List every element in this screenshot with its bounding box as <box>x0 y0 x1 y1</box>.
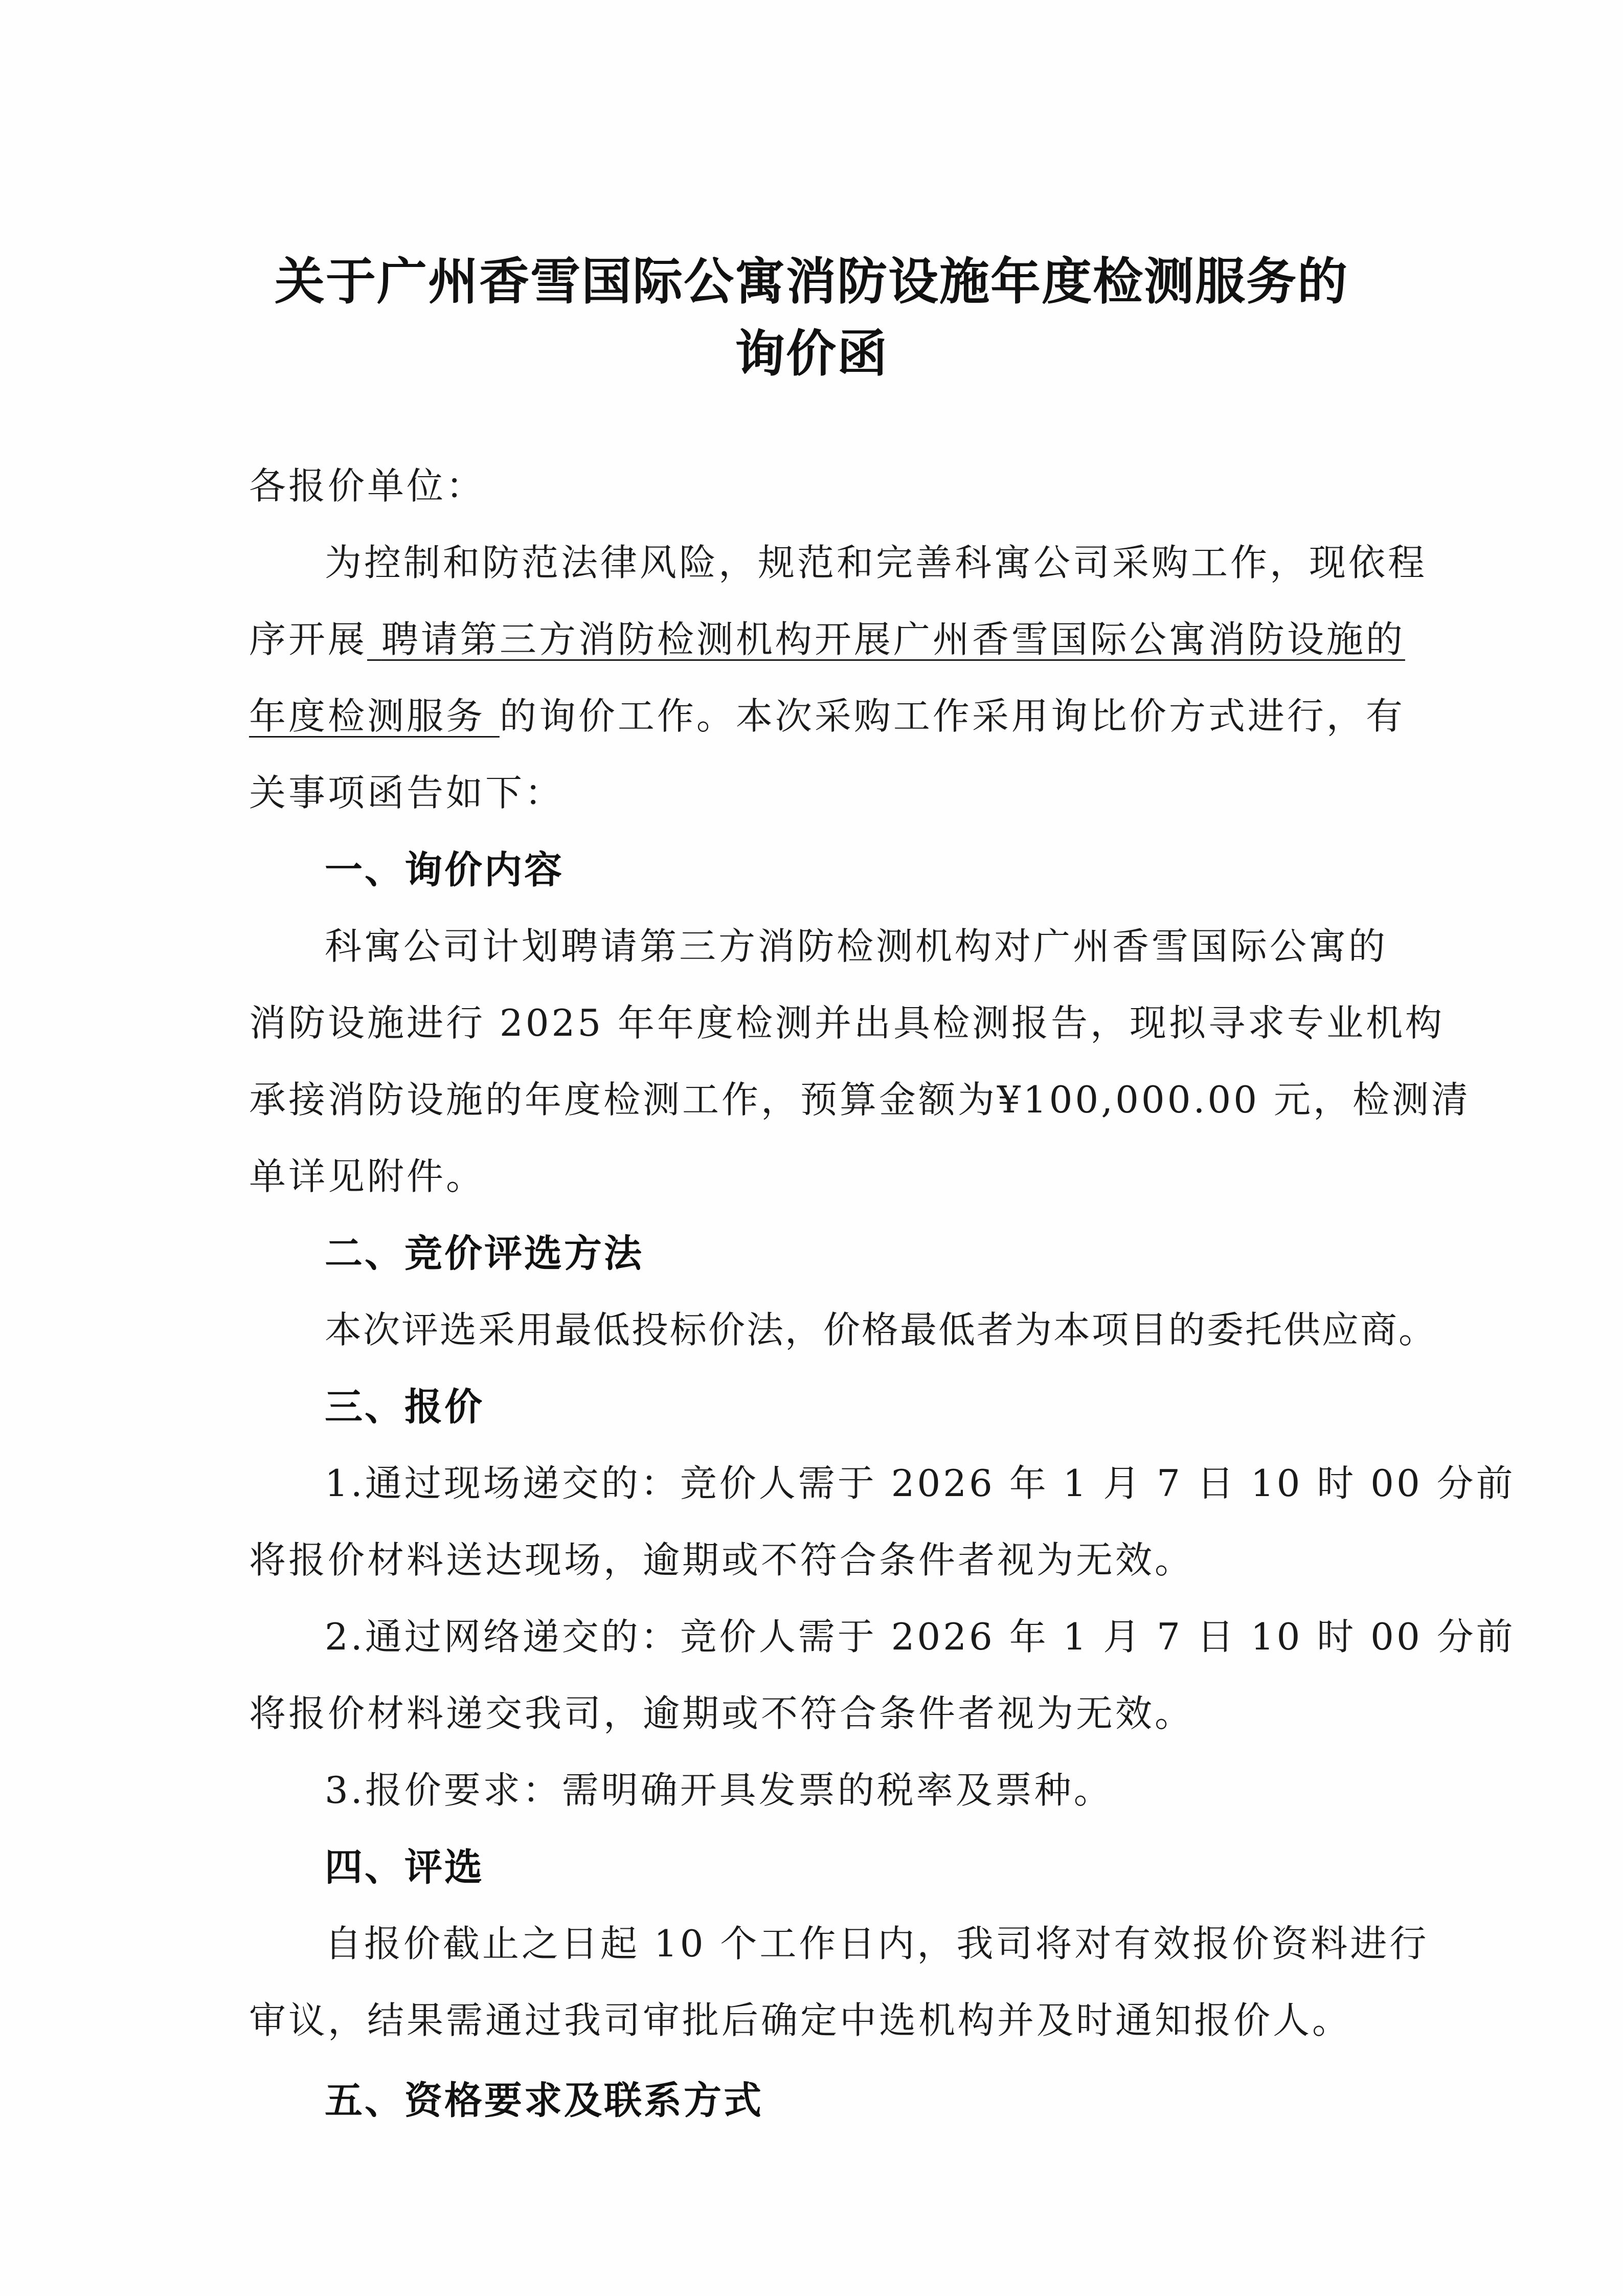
section-1-line-2: 消防设施进行 2025 年年度检测并出具检测报告，现拟寻求专业机构 <box>249 1001 1445 1044</box>
section-3-item-1-line-2: 将报价材料送达现场，逾期或不符合条件者视为无效。 <box>249 1539 1194 1581</box>
section-3-item-2-line-2: 将报价材料递交我司，逾期或不符合条件者视为无效。 <box>249 1692 1194 1735</box>
salutation: 各报价单位： <box>249 464 486 507</box>
intro-line-3-suffix: 的询价工作。本次采购工作采用询比价方式进行，有 <box>499 695 1405 738</box>
project-name-part-2: 年度检测服务 <box>249 695 486 738</box>
section-1-line-1: 科寓公司计划聘请第三方消防检测机构对广州香雪国际公寓的 <box>325 925 1388 968</box>
section-3-item-2-line-1: 2.通过网络递交的：竞价人需于 2026 年 1 月 7 日 10 时 00 分前 <box>325 1615 1516 1658</box>
section-4-line-1: 自报价截止之日起 10 个工作日内，我司将对有效报价资料进行 <box>325 1922 1429 1965</box>
intro-line-1: 为控制和防范法律风险，规范和完善科寓公司采购工作，现依程 <box>325 541 1428 584</box>
document-title-line-1: 关于广州香雪国际公寓消防设施年度检测服务的 <box>274 253 1348 311</box>
project-name-part-1: 聘请第三方消防检测机构开展广州香雪国际公寓消防设施的 <box>381 618 1405 661</box>
intro-line-2-prefix: 序开展 <box>249 618 368 661</box>
section-4-line-2: 审议，结果需通过我司审批后确定中选机构并及时通知报价人。 <box>249 1999 1352 2042</box>
section-2-heading: 二、竞价评选方法 <box>325 1232 644 1276</box>
document-title-line-2: 询价函 <box>734 325 888 383</box>
section-3-item-1-line-1: 1.通过现场递交的：竞价人需于 2026 年 1 月 7 日 10 时 00 分前 <box>325 1462 1516 1505</box>
section-5-heading: 五、资格要求及联系方式 <box>325 2079 763 2123</box>
section-3-item-3-line-1: 3.报价要求：需明确开具发票的税率及票种。 <box>325 1769 1113 1812</box>
section-4-heading: 四、评选 <box>325 1845 484 1889</box>
intro-line-4: 关事项函告如下： <box>249 771 565 814</box>
intro-line-2 <box>249 610 1405 663</box>
section-3-heading: 三、报价 <box>325 1385 484 1429</box>
intro-line-3 <box>249 686 1405 740</box>
section-1-line-3: 承接消防设施的年度检测工作，预算金额为¥100,000.00 元，检测清 <box>249 1078 1471 1121</box>
section-1-line-4: 单详见附件。 <box>249 1155 486 1198</box>
section-2-line-1: 本次评选采用最低投标价法，价格最低者为本项目的委托供应商。 <box>325 1308 1437 1351</box>
section-1-heading: 一、询价内容 <box>325 848 564 892</box>
